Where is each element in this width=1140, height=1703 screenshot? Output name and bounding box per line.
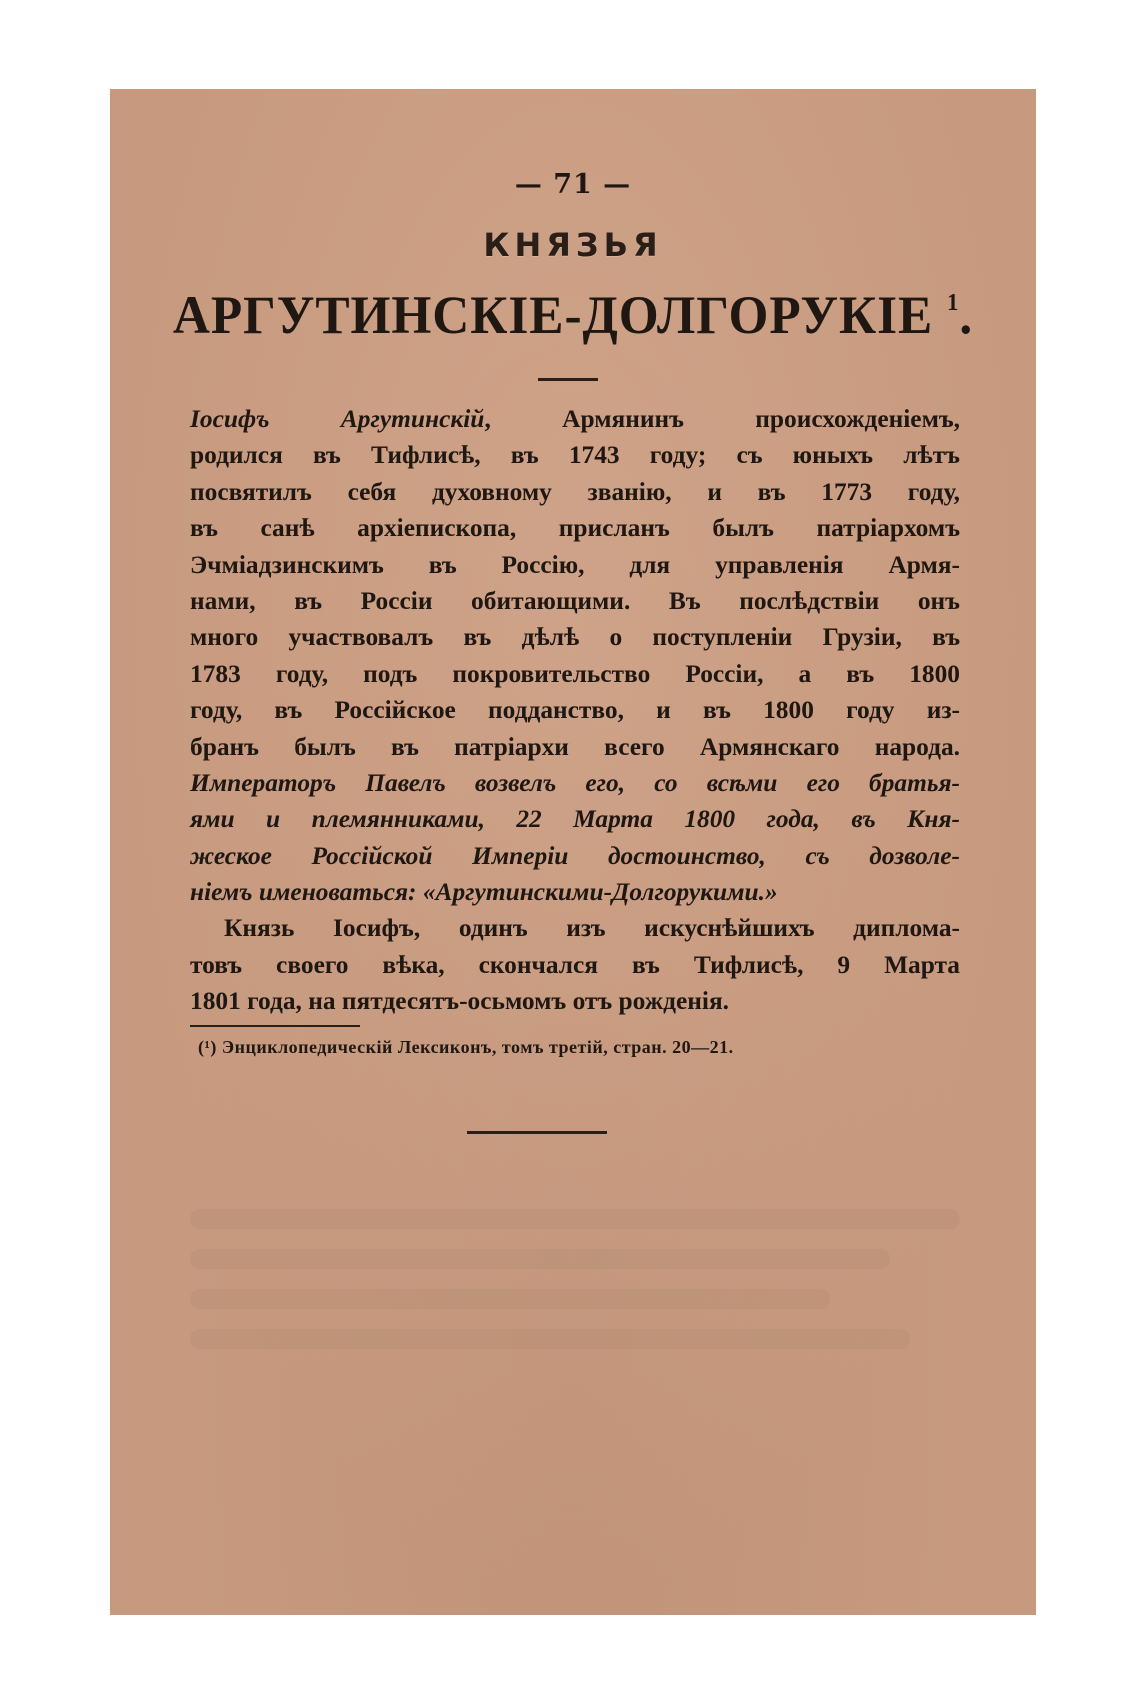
bleed-through-line — [190, 1209, 960, 1229]
text-run: нами, въ Россіи обитающими. Въ послѣдствіи онъ — [190, 586, 960, 615]
text-line — [190, 510, 960, 546]
text-line — [190, 729, 960, 765]
text-line — [190, 619, 960, 655]
text-run: посвятилъ себя духовному званію, и въ 1773 году, — [190, 477, 960, 506]
text-line — [190, 947, 960, 983]
footnote: (¹) Энциклопедическій Лексиконъ, томъ третій, стран. 20—21. — [198, 1037, 734, 1057]
text-run: много участвовалъ въ дѣлѣ о поступленіи Грузіи, въ — [190, 623, 960, 652]
text-run: 1783 году, подъ покровительство Россіи, а въ 1800 — [190, 659, 960, 688]
text-run: въ санѣ архіепископа, присланъ былъ патріархомъ — [190, 514, 960, 543]
footnote-divider — [190, 1025, 360, 1027]
text-run: родился въ Тифлисѣ, въ 1743 году; съ юныхъ лѣтъ — [190, 441, 960, 470]
footnote-marker: 1 — [946, 290, 960, 316]
text-line — [190, 401, 960, 437]
bleed-through-line — [190, 1249, 890, 1269]
text-line — [190, 656, 960, 692]
text-line — [190, 801, 960, 837]
page-title: АРГУТИНСКІЕ-ДОЛГОРУКІЕ $^1$. — [172, 285, 974, 345]
text-run: , Армянинъ происхожденіемъ, — [484, 405, 961, 433]
text-run: товъ своего вѣка, скончался въ Тифлисѣ, 9 Марта — [190, 950, 960, 979]
end-divider — [467, 1131, 607, 1134]
text-run: Іосифъ Аргутинскій — [190, 405, 485, 433]
text-run: ніемъ именоваться: «Аргутинскими-Долгорукими.» — [190, 878, 778, 907]
text-line — [190, 474, 960, 510]
page-title-text: АРГУТИНСКІЕ-ДОЛГОРУКІЕ — [172, 285, 934, 345]
text-line — [190, 910, 960, 946]
section-heading: КНЯЗЬЯ — [483, 226, 663, 264]
text-line — [190, 437, 960, 473]
text-run: году, въ Россійское подданство, и въ 1800 году из- — [190, 696, 960, 725]
bleed-through-line — [190, 1289, 830, 1309]
text-run: ями и племянниками, 22 Марта 1800 года, въ Кня- — [190, 805, 960, 834]
text-line — [190, 983, 960, 1019]
text-line — [190, 583, 960, 619]
text-run: жеское Россійской Имперіи достоинство, съ дозволе- — [190, 841, 960, 870]
book-page — [110, 89, 1036, 1615]
body-paragraphs — [190, 401, 960, 1020]
text-line — [190, 765, 960, 801]
text-run: бранъ былъ въ патріархи всего Армянскаго народа. — [190, 732, 960, 761]
text-run: Императоръ Павелъ возвелъ его, со всѣми его братья- — [190, 768, 960, 797]
text-run: Эчміадзинскимъ въ Россію, для управленія Армя- — [190, 550, 960, 579]
text-line — [190, 547, 960, 583]
text-line — [190, 838, 960, 874]
page-number: — 71 — — [514, 169, 632, 200]
text-line — [190, 874, 960, 910]
title-divider — [538, 378, 598, 381]
text-run: 1801 года, на пятдесятъ-осьмомъ отъ рожденія. — [190, 987, 730, 1016]
text-line — [190, 692, 960, 728]
text-run: Князь Іосифъ, одинъ изъ искуснѣйшихъ диплома- — [224, 914, 960, 943]
bleed-through-line — [190, 1329, 910, 1349]
